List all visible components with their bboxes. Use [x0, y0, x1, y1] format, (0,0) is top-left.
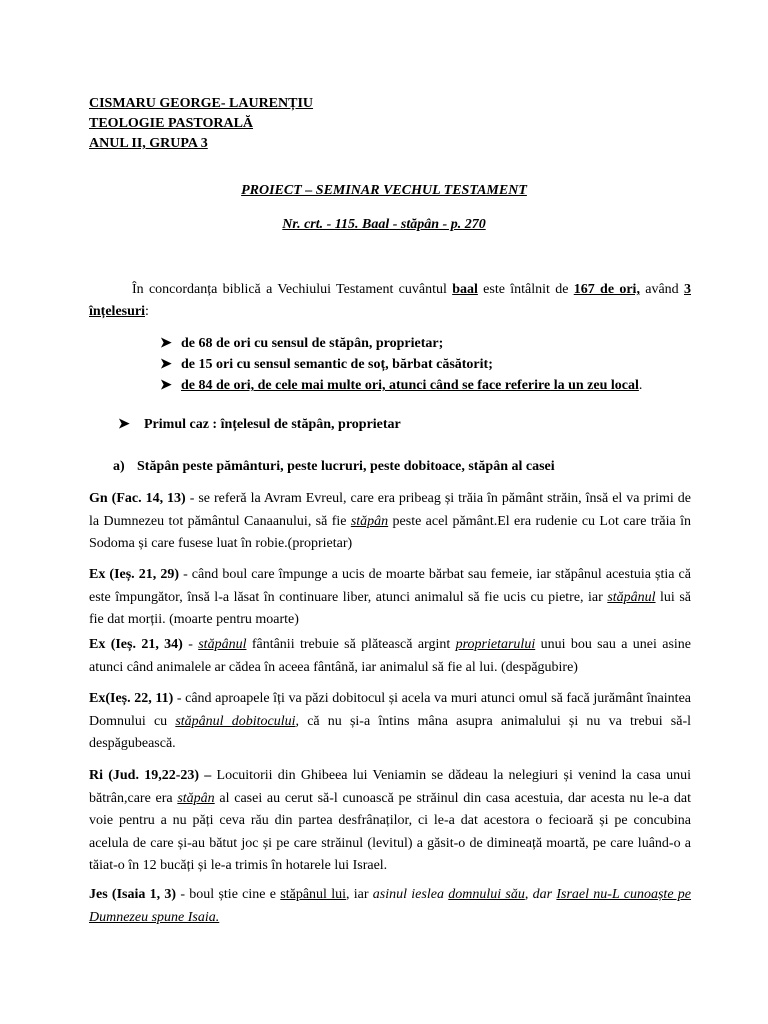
- entry-title: Nr. crt. - 115. Baal - stăpân - p. 270: [282, 217, 486, 232]
- highlighted-word: Israel nu-L cunoaște pe Dumnezeu spune Isaia.: [89, 887, 692, 925]
- meaning-text: de 68 de ori cu sensul de stăpân, proprietar;: [181, 336, 444, 351]
- intro-text-4: :: [145, 304, 149, 319]
- paragraph-text: peste acel pământ.El era rudenie cu Lot care trăia în Sodoma și care fusese luat în robie.(proprietar): [89, 513, 691, 551]
- faculty-name: TEOLOGIE PASTORALĂ: [89, 116, 254, 131]
- first-case-heading: [118, 414, 401, 436]
- intro-meanings: 3 înțelesuri: [89, 282, 691, 319]
- meaning-item: [160, 354, 720, 375]
- paragraph-text: Locuitorii din Ghibeea lui Veniamin se dădeau la nelegiuri și venind la casa unui bătrân,care era: [89, 768, 692, 806]
- paragraph-text: , că nu și-a întins mâna asupra animalului și nu va trebui să-l despăgubească.: [89, 713, 691, 751]
- paragraph-text: -: [182, 637, 199, 652]
- intro-paragraph: [89, 279, 691, 323]
- paragraph-text: unui bou sau a unei asine atunci când animalele ar cădea în aceea fântână, iar animalul să fie al lui. (despăgubire): [89, 637, 691, 675]
- verse-reference: Ri (Jud. 19,22-23) –: [89, 768, 212, 783]
- first-case-text: Primul caz : înțelesul de stăpân, proprietar: [144, 417, 401, 432]
- highlighted-word: stăpânul dobitocului: [175, 713, 296, 729]
- verse-reference: Ex (Ieș. 21, 29): [89, 567, 179, 582]
- subsection-heading: [113, 456, 555, 478]
- verse-reference: Gn (Fac. 14, 13): [89, 491, 186, 506]
- author-header: [89, 94, 313, 154]
- highlighted-word: stăpânul: [198, 637, 247, 652]
- paragraph-gn: [89, 488, 691, 556]
- subsection-label: a): [113, 459, 125, 474]
- paragraph-text: - când boul care împunge a ucis de moarte bărbat sau femeie, iar stăpânul acestuia știa că este împungător, însă l-a lăsat în continuare liber, atunci animalul să fie ucis cu pietre, iar: [89, 567, 691, 605]
- arrow-bullet-icon: ➤: [160, 378, 172, 393]
- arrow-bullet-icon: ➤: [160, 336, 172, 351]
- paragraph-text: lui să fie dat morții. (moarte pentru moarte): [89, 589, 691, 627]
- meaning-text: de 15 ori cu sensul semantic de soț, bărbat căsătorit;: [181, 357, 493, 372]
- italic-phrase: asinul ieslea: [372, 887, 449, 902]
- project-title: PROIECT – SEMINAR VECHUL TESTAMENT: [241, 183, 527, 198]
- paragraph-ex-22-11: [89, 688, 691, 756]
- meaning-text: de 84 de ori, de cele mai multe ori, atunci când se face referire la un zeu local: [181, 378, 639, 393]
- highlighted-word: proprietarului: [455, 637, 536, 652]
- highlighted-word: stăpân: [350, 513, 389, 529]
- paragraph-text: al casei au cerut să-l cunoască pe străinul din casa acestuia, dar acesta nu le-a dat voie pentru a nu păți ceva rău din partea desfrânaților, ci le-a dat acestora o fecioară și pe concubina acelula de care și-au bătut joc și pe care străinul (levitul) a găsit-o de dimineață moartă, pe care luând-o a tăiat-o în 12 bucăți și le-a trimis în hotarele lui Israel.: [89, 790, 691, 873]
- intro-text-1: În concordanța biblică a Vechiului Testament cuvântul: [132, 282, 453, 297]
- highlighted-word: domnului său: [448, 887, 525, 902]
- meaning-item: [160, 375, 720, 396]
- highlighted-word: stăpânul lui: [280, 887, 346, 902]
- paragraph-ex-21-34: [89, 634, 691, 679]
- meanings-list: [160, 333, 720, 396]
- verse-reference: Ex(Ieș. 22, 11): [89, 691, 174, 706]
- paragraph-text: fântânii trebuie să plătească argint: [246, 637, 456, 652]
- arrow-bullet-icon: ➤: [160, 357, 172, 372]
- meaning-period: .: [638, 378, 643, 393]
- intro-text-3: având: [639, 282, 684, 297]
- highlighted-word: stăpânul: [607, 589, 656, 605]
- year-group: ANUL II, GRUPA 3: [89, 136, 208, 151]
- paragraph-ri: [89, 765, 691, 878]
- paragraph-text: - când aproapele îți va păzi dobitocul și acela va muri atunci omul să facă jurământ înaintea Domnului cu: [89, 691, 692, 729]
- paragraph-text: - boul știe cine e: [176, 887, 281, 902]
- subsection-text: Stăpân peste pământuri, peste lucruri, peste dobitoace, stăpân al casei: [137, 459, 555, 474]
- verse-reference: Ex (Ieș. 21, 34): [89, 637, 183, 652]
- author-name: CISMARU GEORGE- LAURENȚIU: [89, 96, 314, 111]
- intro-count: 167 de ori,: [573, 282, 640, 297]
- intro-word-baal: baal: [452, 282, 478, 297]
- paragraph-ex-21-29: [89, 564, 691, 632]
- paragraph-jes: [89, 884, 691, 929]
- intro-text-2: este întâlnit de: [477, 282, 574, 297]
- italic-phrase: , dar: [524, 887, 557, 902]
- meaning-item: [160, 333, 720, 354]
- arrow-bullet-icon: ➤: [118, 417, 130, 432]
- paragraph-text: - se referă la Avram Evreul, care era pribeag și trăia în pământ străin, însă el va primi de la Dumnezeu tot pământul Canaanului, să fie: [89, 491, 691, 529]
- paragraph-text: , iar: [345, 887, 373, 902]
- highlighted-word: stăpân: [177, 790, 215, 806]
- verse-reference: Jes (Isaia 1, 3): [89, 887, 177, 902]
